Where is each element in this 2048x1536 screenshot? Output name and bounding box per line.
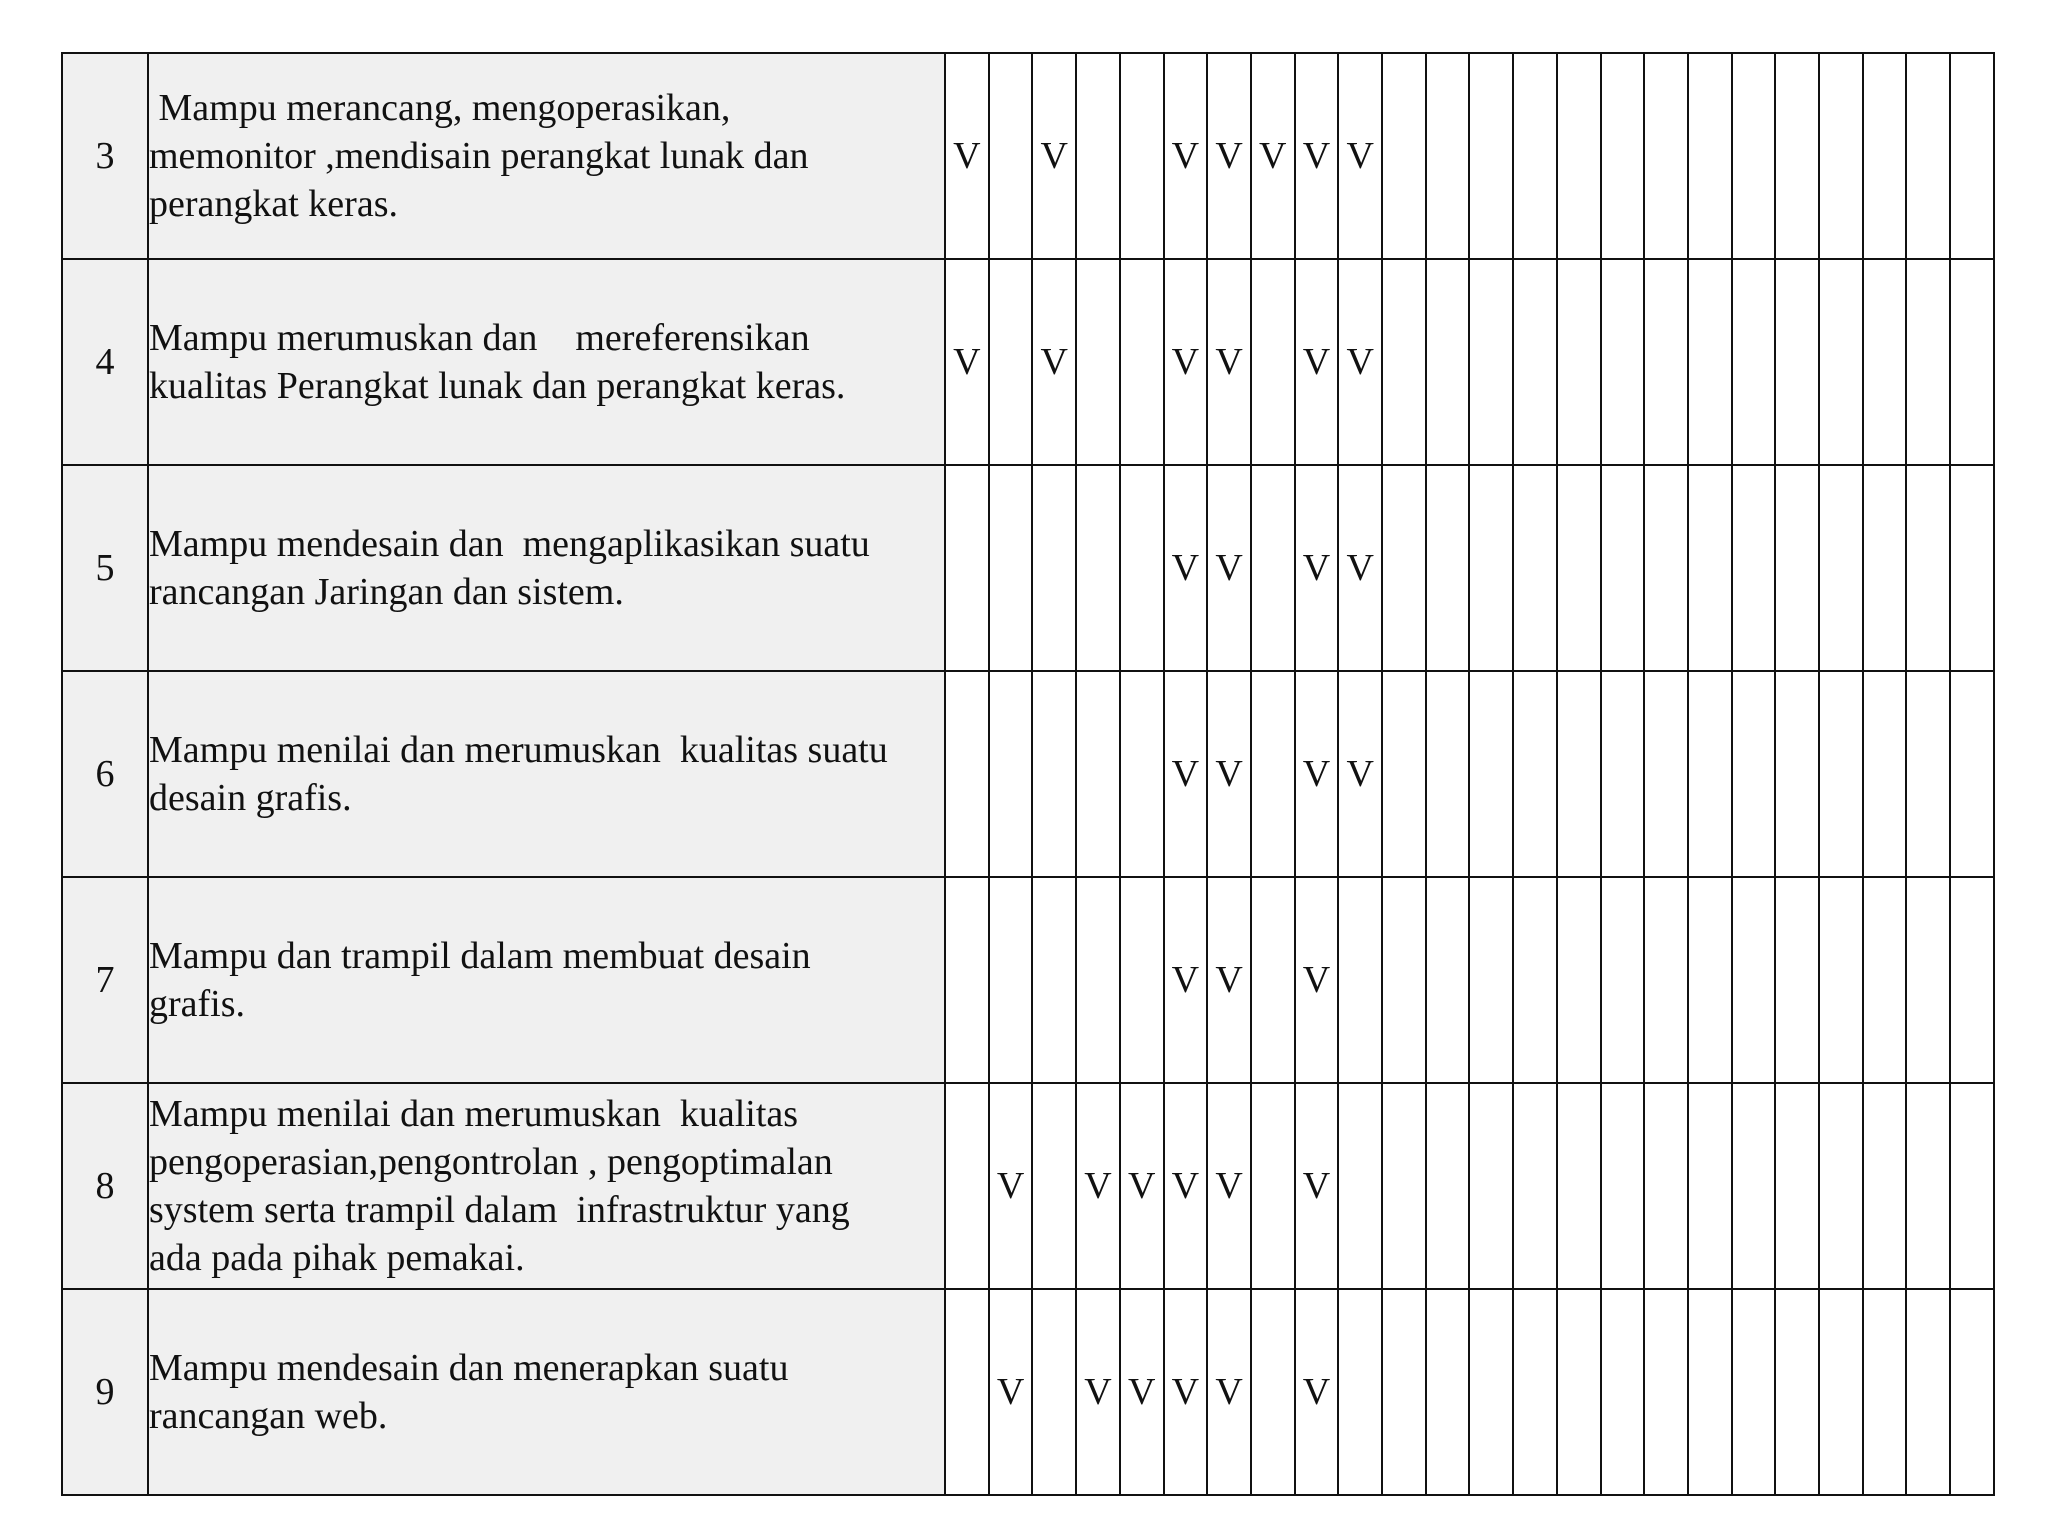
mark-cell <box>1469 1083 1513 1289</box>
mark-cell <box>1207 1289 1251 1495</box>
mark-cell <box>1469 259 1513 465</box>
mark-cell <box>1469 877 1513 1083</box>
mark-cell <box>1557 465 1601 671</box>
mark-cell <box>1732 1289 1776 1495</box>
mark-cell <box>1251 671 1295 877</box>
mark-cell <box>1906 1289 1950 1495</box>
check-mark: V <box>1040 341 1068 383</box>
mark-cell <box>1775 259 1819 465</box>
mark-cell <box>1557 259 1601 465</box>
mark-cell <box>1644 1083 1688 1289</box>
mark-cell <box>1295 671 1339 877</box>
mark-cell <box>945 1083 989 1289</box>
mark-cell <box>1601 877 1645 1083</box>
check-mark: V <box>1127 1165 1156 1207</box>
mark-cell <box>1950 877 1994 1083</box>
row-number: 4 <box>62 259 148 465</box>
mark-cell <box>1644 53 1688 259</box>
mark-cell <box>1688 1083 1732 1289</box>
check-mark: V <box>1171 341 1200 383</box>
mark-cell <box>1251 53 1295 259</box>
mark-cell <box>1251 259 1295 465</box>
check-mark: V <box>1346 753 1374 795</box>
mark-cell <box>1601 1289 1645 1495</box>
mark-cell <box>1426 877 1470 1083</box>
mark-cell <box>989 1083 1033 1289</box>
row-number: 9 <box>62 1289 148 1495</box>
mark-cell <box>1295 53 1339 259</box>
mark-cell <box>1775 1083 1819 1289</box>
mark-cell <box>945 259 989 465</box>
competency-description: Mampu menilai dan merumuskan kualitas suatu desain grafis. <box>148 671 945 877</box>
check-mark: V <box>1302 547 1331 589</box>
mark-cell <box>1207 259 1251 465</box>
check-mark: V <box>1259 135 1287 177</box>
mark-cell <box>945 1289 989 1495</box>
mark-cell <box>1688 671 1732 877</box>
mark-cell <box>1950 259 1994 465</box>
check-mark: V <box>1302 341 1331 383</box>
mark-cell <box>1688 465 1732 671</box>
table-body <box>62 53 1994 1495</box>
mark-cell <box>1601 259 1645 465</box>
mark-cell <box>1032 1289 1076 1495</box>
row-number: 6 <box>62 671 148 877</box>
mark-cell <box>989 465 1033 671</box>
mark-cell <box>1295 1083 1339 1289</box>
mark-cell <box>1819 671 1863 877</box>
mark-cell <box>1644 877 1688 1083</box>
mark-cell <box>1950 671 1994 877</box>
mark-cell <box>989 53 1033 259</box>
mark-cell <box>945 53 989 259</box>
mark-cell <box>1906 877 1950 1083</box>
mark-cell <box>1950 465 1994 671</box>
mark-cell <box>1819 1289 1863 1495</box>
mark-cell <box>1295 465 1339 671</box>
mark-cell <box>1382 1083 1426 1289</box>
check-mark: V <box>1171 1371 1200 1413</box>
mark-cell <box>1863 53 1907 259</box>
mark-cell <box>1863 671 1907 877</box>
mark-cell <box>1120 53 1164 259</box>
mark-cell <box>1251 1083 1295 1289</box>
mark-cell <box>1032 877 1076 1083</box>
mark-cell <box>1032 1083 1076 1289</box>
mark-cell <box>1513 671 1557 877</box>
row-number: 7 <box>62 877 148 1083</box>
mark-cell <box>1338 877 1382 1083</box>
mark-cell <box>1732 465 1776 671</box>
mark-cell <box>1382 53 1426 259</box>
check-mark: V <box>1346 135 1374 177</box>
mark-cell <box>1338 671 1382 877</box>
mark-cell <box>1382 465 1426 671</box>
competency-description: Mampu merumuskan dan mereferensikan kualitas Perangkat lunak dan perangkat keras. <box>148 259 945 465</box>
mark-cell <box>1906 53 1950 259</box>
mark-cell <box>1819 1083 1863 1289</box>
mark-cell <box>1950 1083 1994 1289</box>
mark-cell <box>1382 259 1426 465</box>
check-mark: V <box>996 1371 1025 1413</box>
mark-cell <box>1688 259 1732 465</box>
mark-cell <box>1076 465 1120 671</box>
mark-cell <box>1295 259 1339 465</box>
mark-cell <box>1775 671 1819 877</box>
check-mark: V <box>1127 1371 1156 1413</box>
check-mark: V <box>1084 1371 1112 1413</box>
row-number: 3 <box>62 53 148 259</box>
mark-cell <box>1207 465 1251 671</box>
mark-cell <box>1032 53 1076 259</box>
mark-cell <box>1295 877 1339 1083</box>
mark-cell <box>1513 1083 1557 1289</box>
mark-cell <box>1251 1289 1295 1495</box>
mark-cell <box>1164 877 1208 1083</box>
check-mark: V <box>1215 1165 1243 1207</box>
mark-cell <box>1426 259 1470 465</box>
check-mark: V <box>953 341 981 383</box>
competency-description: Mampu mendesain dan menerapkan suatu rancangan web. <box>148 1289 945 1495</box>
check-mark: V <box>1171 959 1200 1001</box>
mark-cell <box>1863 465 1907 671</box>
mark-cell <box>1251 465 1295 671</box>
table-row <box>62 259 1994 465</box>
mark-cell <box>1076 1083 1120 1289</box>
mark-cell <box>1207 1083 1251 1289</box>
mark-cell <box>989 1289 1033 1495</box>
check-mark: V <box>1346 547 1374 589</box>
mark-cell <box>1688 877 1732 1083</box>
check-mark: V <box>1040 135 1068 177</box>
mark-cell <box>1032 465 1076 671</box>
mark-cell <box>1382 1289 1426 1495</box>
mark-cell <box>989 877 1033 1083</box>
mark-cell <box>1732 53 1776 259</box>
competency-matrix-table <box>61 52 1995 1496</box>
mark-cell <box>1338 465 1382 671</box>
mark-cell <box>1644 671 1688 877</box>
mark-cell <box>1338 1083 1382 1289</box>
mark-cell <box>1513 465 1557 671</box>
mark-cell <box>1032 671 1076 877</box>
check-mark: V <box>1171 1165 1200 1207</box>
mark-cell <box>1120 259 1164 465</box>
table-row <box>62 671 1994 877</box>
check-mark: V <box>1084 1165 1112 1207</box>
mark-cell <box>1076 53 1120 259</box>
mark-cell <box>1819 53 1863 259</box>
check-mark: V <box>1215 135 1243 177</box>
table-row <box>62 465 1994 671</box>
mark-cell <box>1164 53 1208 259</box>
mark-cell <box>1251 877 1295 1083</box>
mark-cell <box>1207 877 1251 1083</box>
competency-description: Mampu merancang, mengoperasikan, memonitor ,mendisain perangkat lunak dan perangkat keras. <box>148 53 945 259</box>
mark-cell <box>1863 877 1907 1083</box>
mark-cell <box>1732 1083 1776 1289</box>
mark-cell <box>1207 671 1251 877</box>
mark-cell <box>1863 259 1907 465</box>
mark-cell <box>1120 1289 1164 1495</box>
mark-cell <box>1557 1289 1601 1495</box>
mark-cell <box>1426 1289 1470 1495</box>
mark-cell <box>1469 465 1513 671</box>
table-row <box>62 53 1994 259</box>
competency-description: Mampu dan trampil dalam membuat desain grafis. <box>148 877 945 1083</box>
check-mark: V <box>996 1165 1025 1207</box>
check-mark: V <box>1171 135 1200 177</box>
mark-cell <box>1775 877 1819 1083</box>
mark-cell <box>1120 671 1164 877</box>
mark-cell <box>1601 1083 1645 1289</box>
mark-cell <box>1076 877 1120 1083</box>
mark-cell <box>1732 259 1776 465</box>
mark-cell <box>1644 1289 1688 1495</box>
mark-cell <box>1513 259 1557 465</box>
mark-cell <box>1906 465 1950 671</box>
mark-cell <box>1338 1289 1382 1495</box>
mark-cell <box>1469 1289 1513 1495</box>
check-mark: V <box>1215 341 1243 383</box>
check-mark: V <box>1346 341 1374 383</box>
mark-cell <box>1863 1083 1907 1289</box>
mark-cell <box>1950 53 1994 259</box>
mark-cell <box>1644 465 1688 671</box>
mark-cell <box>1164 1083 1208 1289</box>
mark-cell <box>1120 877 1164 1083</box>
mark-cell <box>1819 465 1863 671</box>
mark-cell <box>1775 53 1819 259</box>
mark-cell <box>1819 877 1863 1083</box>
row-number: 5 <box>62 465 148 671</box>
mark-cell <box>1513 877 1557 1083</box>
mark-cell <box>1775 465 1819 671</box>
mark-cell <box>1207 53 1251 259</box>
mark-cell <box>1426 1083 1470 1289</box>
table-row <box>62 1289 1994 1495</box>
mark-cell <box>945 877 989 1083</box>
mark-cell <box>1076 671 1120 877</box>
mark-cell <box>1382 671 1426 877</box>
mark-cell <box>1775 1289 1819 1495</box>
mark-cell <box>1950 1289 1994 1495</box>
mark-cell <box>1557 53 1601 259</box>
check-mark: V <box>1171 547 1200 589</box>
mark-cell <box>1732 671 1776 877</box>
mark-cell <box>1164 671 1208 877</box>
mark-cell <box>1732 877 1776 1083</box>
check-mark: V <box>953 135 981 177</box>
mark-cell <box>1469 53 1513 259</box>
mark-cell <box>1601 671 1645 877</box>
mark-cell <box>1601 53 1645 259</box>
check-mark: V <box>1302 753 1331 795</box>
mark-cell <box>1164 465 1208 671</box>
mark-cell <box>1426 465 1470 671</box>
mark-cell <box>1469 671 1513 877</box>
mark-cell <box>1557 1083 1601 1289</box>
check-mark: V <box>1171 753 1200 795</box>
table-row <box>62 1083 1994 1289</box>
mark-cell <box>1120 1083 1164 1289</box>
mark-cell <box>1338 259 1382 465</box>
mark-cell <box>1295 1289 1339 1495</box>
check-mark: V <box>1302 1371 1331 1413</box>
mark-cell <box>1076 259 1120 465</box>
mark-cell <box>1076 1289 1120 1495</box>
mark-cell <box>1863 1289 1907 1495</box>
check-mark: V <box>1215 1371 1243 1413</box>
mark-cell <box>1906 1083 1950 1289</box>
mark-cell <box>1513 53 1557 259</box>
check-mark: V <box>1215 547 1243 589</box>
competency-description: Mampu mendesain dan mengaplikasikan suatu rancangan Jaringan dan sistem. <box>148 465 945 671</box>
mark-cell <box>1032 259 1076 465</box>
competency-description: Mampu menilai dan merumuskan kualitas pengoperasian,pengontrolan , pengoptimalan system serta trampil dalam infrastruktur yang ada pada pihak pemakai. <box>148 1083 945 1289</box>
check-mark: V <box>1302 1165 1331 1207</box>
mark-cell <box>1426 671 1470 877</box>
mark-cell <box>989 671 1033 877</box>
mark-cell <box>1382 877 1426 1083</box>
mark-cell <box>1513 1289 1557 1495</box>
mark-cell <box>1164 1289 1208 1495</box>
check-mark: V <box>1302 959 1331 1001</box>
mark-cell <box>1601 465 1645 671</box>
mark-cell <box>1819 259 1863 465</box>
row-number: 8 <box>62 1083 148 1289</box>
mark-cell <box>1688 53 1732 259</box>
mark-cell <box>1120 465 1164 671</box>
mark-cell <box>945 671 989 877</box>
table-row <box>62 877 1994 1083</box>
check-mark: V <box>1215 753 1243 795</box>
mark-cell <box>1557 671 1601 877</box>
mark-cell <box>1644 259 1688 465</box>
check-mark: V <box>1302 135 1331 177</box>
mark-cell <box>989 259 1033 465</box>
mark-cell <box>1426 53 1470 259</box>
mark-cell <box>1557 877 1601 1083</box>
mark-cell <box>1164 259 1208 465</box>
check-mark: V <box>1215 959 1243 1001</box>
mark-cell <box>1906 259 1950 465</box>
mark-cell <box>1688 1289 1732 1495</box>
mark-cell <box>945 465 989 671</box>
mark-cell <box>1338 53 1382 259</box>
mark-cell <box>1906 671 1950 877</box>
